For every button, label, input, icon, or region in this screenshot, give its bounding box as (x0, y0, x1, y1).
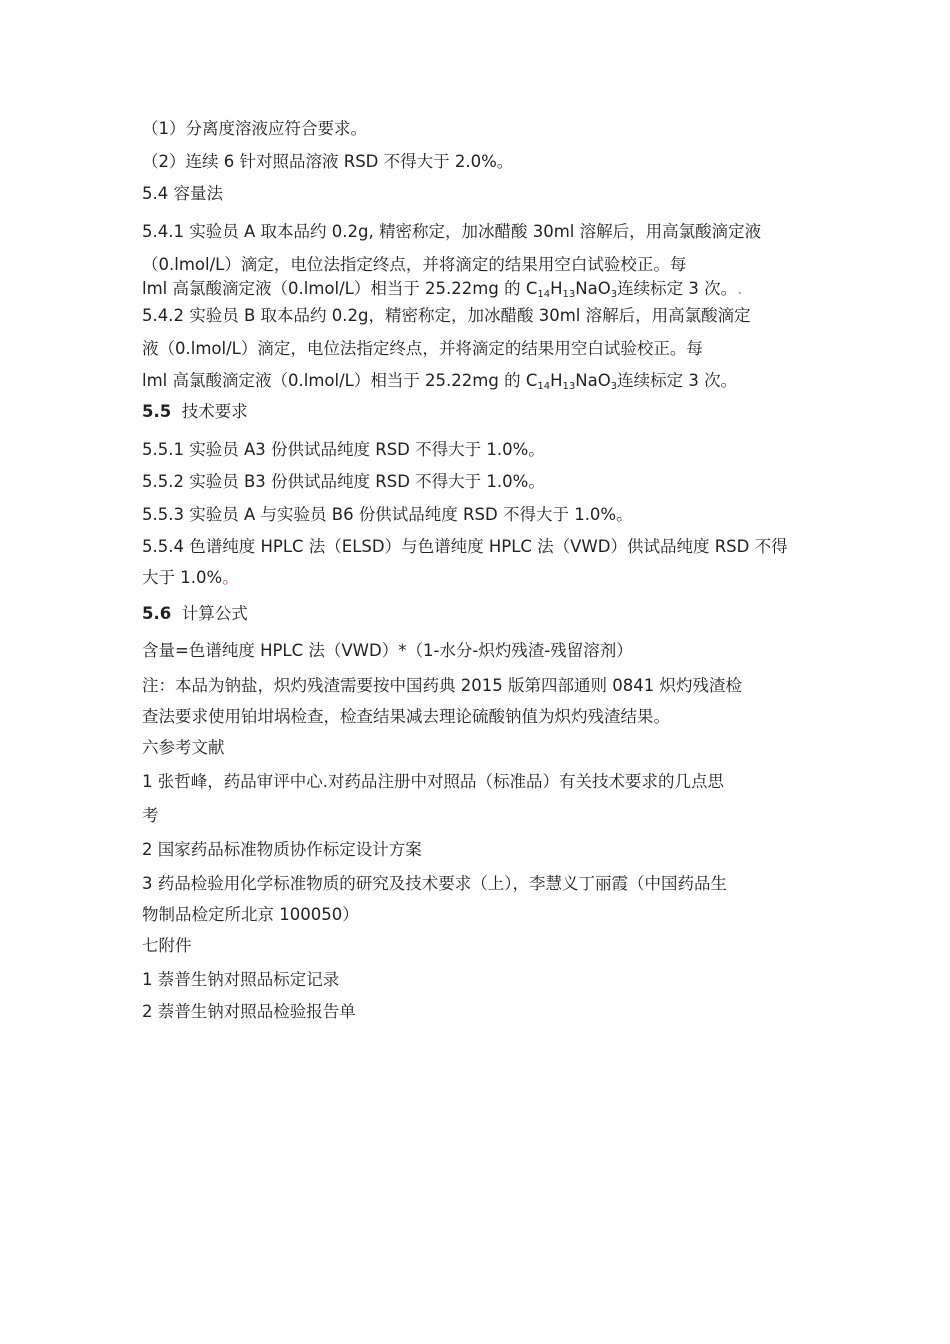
heading-5-6 (142, 603, 248, 625)
heading-attachments: 七附件 (142, 936, 192, 955)
req-5-5-4-line-2 (142, 567, 239, 589)
para-5-4-1-line-2: （0.lmol/L）滴定，电位法指定终点，并将滴定的结果用空白试验校正。每 (142, 255, 687, 274)
req-text: 大于 1.0% (142, 568, 223, 587)
para-5-4-1-line-3 (142, 278, 742, 300)
heading-text: 技术要求 (181, 402, 248, 421)
req-5-5-4-line-1: 5.5.4 色谱纯度 HPLC 法（ELSD）与色谱纯度 HPLC 法（VWD）供试品纯度 RSD 不得 (142, 537, 788, 556)
reference-2: 2 国家药品标准物质协作标定设计方案 (142, 840, 422, 859)
heading-5-5 (142, 401, 248, 423)
formula-part: NaO (575, 371, 611, 390)
attachment-1: 1 萘普生钠对照品标定记录 (142, 970, 340, 989)
reference-3-line-2: 物制品检定所北京 100050） (142, 905, 359, 924)
req-5-5-2: 5.5.2 实验员 B3 份供试品纯度 RSD 不得大于 1.0%。 (142, 472, 545, 491)
heading-5-4: 5.4 容量法 (142, 184, 223, 203)
formula-part: H (550, 279, 563, 298)
note-line-1: 注：本品为钠盐，炽灼残渣需要按中国药典 2015 版第四部通则 0841 炽灼残渣检 (142, 676, 742, 695)
attachment-2: 2 萘普生钠对照品检验报告单 (142, 1002, 356, 1021)
heading-number: 5.5 (142, 402, 172, 421)
formula-part: NaO (575, 279, 611, 298)
heading-references: 六参考文献 (142, 738, 225, 757)
para-5-4-1-tail: 连续标定 3 次。 (617, 279, 738, 298)
reference-3-line-1: 3 药品检验用化学标准物质的研究及技术要求（上），李慧义丁丽霞（中国药品生 (142, 874, 727, 893)
subscript: 3 (610, 381, 618, 392)
subscript: 13 (562, 289, 576, 300)
formula-line: 含量=色谱纯度 HPLC 法（VWD）*（1-水分-炽灼残渣-残留溶剂） (142, 641, 633, 660)
para-5-4-2-line-1: 5.4.2 实验员 B 取本品约 0.2g，精密称定，加冰醋酸 30ml 溶解后，用高氯酸滴定 (142, 306, 751, 325)
formula-part: H (550, 371, 563, 390)
para-5-4-2-line-2: 液（0.lmol/L）滴定，电位法指定终点，并将滴定的结果用空白试验校正。每 (142, 339, 703, 358)
list-item-2: （2）连续 6 针对照品溶液 RSD 不得大于 2.0%。 (142, 152, 514, 171)
subscript: 14 (537, 289, 551, 300)
trailing-dot: . (737, 279, 743, 298)
subscript: 14 (537, 381, 551, 392)
note-line-2: 查法要求使用铂坩埚检查，检查结果减去理论硫酸钠值为炽灼残渣结果。 (142, 707, 670, 726)
para-5-4-2-line-3 (142, 370, 737, 392)
list-item-1: （1）分离度溶液应符合要求。 (142, 119, 367, 138)
subscript: 13 (562, 381, 576, 392)
subscript: 3 (610, 289, 618, 300)
para-5-4-1-line-1: 5.4.1 实验员 A 取本品约 0.2g, 精密称定，加冰醋酸 30ml 溶解后，用高氯酸滴定液 (142, 222, 762, 241)
reference-1-line-2: 考 (142, 806, 159, 825)
heading-number: 5.6 (142, 604, 172, 623)
heading-text: 计算公式 (181, 604, 248, 623)
req-5-5-1: 5.5.1 实验员 A3 份供试品纯度 RSD 不得大于 1.0%。 (142, 440, 545, 459)
red-period: 。 (222, 568, 239, 587)
para-5-4-2-tail: 连续标定 3 次。 (617, 371, 738, 390)
para-5-4-1-text: lml 高氯酸滴定液（0.lmol/L）相当于 25.22mg 的 C (142, 279, 538, 298)
reference-1-line-1: 1 张哲峰，药品审评中心.对药品注册中对照品（标准品）有关技术要求的几点思 (142, 772, 724, 791)
req-5-5-3: 5.5.3 实验员 A 与实验员 B6 份供试品纯度 RSD 不得大于 1.0%。 (142, 505, 633, 524)
para-5-4-2-text: lml 高氯酸滴定液（0.lmol/L）相当于 25.22mg 的 C (142, 371, 538, 390)
